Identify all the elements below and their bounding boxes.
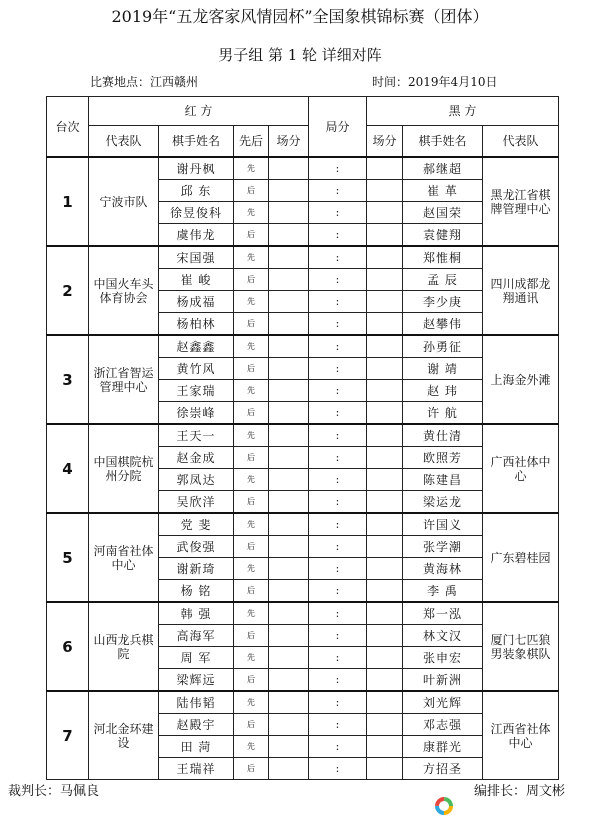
black-player-name: 欧照芳: [403, 447, 483, 469]
game-score-cell: :: [309, 335, 367, 358]
red-player-name: 崔 峻: [159, 269, 234, 291]
red-order-mark: 后: [234, 758, 269, 780]
red-score-cell: [269, 358, 309, 380]
venue-label: 比赛地点：: [90, 75, 151, 89]
referee-label: 裁判长：: [8, 784, 61, 799]
red-score-cell: [269, 491, 309, 514]
black-team-name: 广西社体中心: [483, 424, 559, 513]
red-player-name: 邱 东: [159, 180, 234, 202]
pairing-table: [46, 96, 559, 780]
black-player-name: 张学潮: [403, 536, 483, 558]
game-score-cell: :: [309, 469, 367, 491]
red-score-cell: [269, 202, 309, 224]
game-score-cell: :: [309, 736, 367, 758]
red-score-cell: [269, 313, 309, 336]
red-order-mark: 后: [234, 580, 269, 603]
black-score-cell: [367, 580, 403, 603]
red-order-mark: 后: [234, 224, 269, 247]
game-score-cell: :: [309, 714, 367, 736]
header-black: 黑 方: [367, 97, 559, 126]
black-player-name: 谢 靖: [403, 358, 483, 380]
red-player-name: 田 菏: [159, 736, 234, 758]
red-order-mark: 先: [234, 380, 269, 402]
black-score-cell: [367, 558, 403, 580]
black-team-name: 广东碧桂园: [483, 513, 559, 602]
game-score-cell: :: [309, 224, 367, 247]
black-player-name: 林文汉: [403, 625, 483, 647]
game-score-cell: :: [309, 580, 367, 603]
date-value: 2019年4月10日: [408, 75, 498, 89]
venue-value: 江西赣州: [150, 75, 199, 89]
black-player-name: 黄仕清: [403, 424, 483, 447]
red-player-name: 虞伟龙: [159, 224, 234, 247]
black-score-cell: [367, 224, 403, 247]
scheduler-name: 周文彬: [526, 784, 566, 799]
black-score-cell: [367, 313, 403, 336]
red-player-name: 谢新琦: [159, 558, 234, 580]
black-score-cell: [367, 246, 403, 269]
black-team-name: 四川成都龙翔通讯: [483, 246, 559, 335]
red-player-name: 赵鑫鑫: [159, 335, 234, 358]
red-score-cell: [269, 269, 309, 291]
game-score-cell: :: [309, 180, 367, 202]
header-red: 红 方: [89, 97, 309, 126]
red-player-name: 宋国强: [159, 246, 234, 269]
black-player-name: 康群光: [403, 736, 483, 758]
black-player-name: 黄海林: [403, 558, 483, 580]
red-order-mark: 后: [234, 313, 269, 336]
black-score-cell: [367, 491, 403, 514]
red-player-name: 党 斐: [159, 513, 234, 536]
black-score-cell: [367, 669, 403, 692]
game-score-cell: :: [309, 402, 367, 425]
red-score-cell: [269, 625, 309, 647]
red-score-cell: [269, 402, 309, 425]
red-order-mark: 后: [234, 447, 269, 469]
red-order-mark: 后: [234, 491, 269, 514]
red-score-cell: [269, 513, 309, 536]
game-score-cell: :: [309, 513, 367, 536]
game-score-cell: :: [309, 558, 367, 580]
red-order-mark: 后: [234, 625, 269, 647]
black-player-name: 许国义: [403, 513, 483, 536]
red-team-name: 中国棋院杭州分院: [89, 424, 159, 513]
red-player-name: 徐崇峰: [159, 402, 234, 425]
red-order-mark: 先: [234, 513, 269, 536]
black-team-name: 黑龙江省棋牌管理中心: [483, 157, 559, 246]
black-score-cell: [367, 536, 403, 558]
black-score-cell: [367, 291, 403, 313]
black-score-cell: [367, 157, 403, 180]
black-score-cell: [367, 269, 403, 291]
red-order-mark: 先: [234, 558, 269, 580]
black-player-name: 叶新洲: [403, 669, 483, 692]
red-team-name: 中国火车头体育协会: [89, 246, 159, 335]
game-score-cell: :: [309, 269, 367, 291]
black-score-cell: [367, 736, 403, 758]
game-score-cell: :: [309, 691, 367, 714]
round-number: 3: [47, 335, 89, 424]
header-red-team: 代表队: [89, 126, 159, 158]
round-number: 6: [47, 602, 89, 691]
red-team-name: 浙江省智运管理中心: [89, 335, 159, 424]
red-score-cell: [269, 558, 309, 580]
black-score-cell: [367, 714, 403, 736]
red-score-cell: [269, 736, 309, 758]
game-score-cell: :: [309, 380, 367, 402]
black-player-name: 方招圣: [403, 758, 483, 780]
red-order-mark: 后: [234, 536, 269, 558]
black-score-cell: [367, 402, 403, 425]
game-score-cell: :: [309, 647, 367, 669]
red-player-name: 周 军: [159, 647, 234, 669]
black-player-name: 赵攀伟: [403, 313, 483, 336]
red-player-name: 徐昱俊科: [159, 202, 234, 224]
red-score-cell: [269, 224, 309, 247]
red-player-name: 赵金成: [159, 447, 234, 469]
red-order-mark: 后: [234, 669, 269, 692]
black-score-cell: [367, 380, 403, 402]
red-player-name: 黄竹风: [159, 358, 234, 380]
red-player-name: 赵殿宇: [159, 714, 234, 736]
black-score-cell: [367, 424, 403, 447]
red-order-mark: 先: [234, 691, 269, 714]
game-score-cell: :: [309, 157, 367, 180]
game-score-cell: :: [309, 291, 367, 313]
page-subtitle: 男子组 第 1 轮 详细对阵: [218, 46, 382, 64]
black-score-cell: [367, 180, 403, 202]
round-number: 1: [47, 157, 89, 246]
red-score-cell: [269, 447, 309, 469]
red-order-mark: 先: [234, 736, 269, 758]
game-score-cell: :: [309, 358, 367, 380]
red-score-cell: [269, 246, 309, 269]
red-player-name: 杨成福: [159, 291, 234, 313]
red-order-mark: 先: [234, 246, 269, 269]
header-ju-fen: 局分: [309, 97, 367, 158]
round-number: 4: [47, 424, 89, 513]
scheduler-info: [474, 780, 565, 799]
black-player-name: 郑一泓: [403, 602, 483, 625]
red-order-mark: 后: [234, 269, 269, 291]
red-order-mark: 先: [234, 602, 269, 625]
header-black-score: 场分: [367, 126, 403, 158]
header-red-player: 棋手姓名: [159, 126, 234, 158]
black-score-cell: [367, 691, 403, 714]
ring-logo-icon: [434, 796, 454, 816]
game-score-cell: :: [309, 447, 367, 469]
red-order-mark: 先: [234, 424, 269, 447]
game-score-cell: :: [309, 424, 367, 447]
time-label: 时间：: [372, 75, 409, 89]
round-number: 5: [47, 513, 89, 602]
red-score-cell: [269, 180, 309, 202]
referee-info: [8, 780, 99, 799]
black-team-name: 江西省社体中心: [483, 691, 559, 780]
black-player-name: 邓志强: [403, 714, 483, 736]
red-score-cell: [269, 691, 309, 714]
black-player-name: 赵 玮: [403, 380, 483, 402]
red-player-name: 杨柏林: [159, 313, 234, 336]
black-score-cell: [367, 447, 403, 469]
table-row: [47, 602, 559, 625]
red-score-cell: [269, 291, 309, 313]
game-score-cell: :: [309, 246, 367, 269]
round-number: 2: [47, 246, 89, 335]
black-player-name: 郑惟桐: [403, 246, 483, 269]
red-score-cell: [269, 380, 309, 402]
red-player-name: 谢丹枫: [159, 157, 234, 180]
red-score-cell: [269, 580, 309, 603]
black-player-name: 李少庚: [403, 291, 483, 313]
red-player-name: 韩 强: [159, 602, 234, 625]
black-player-name: 郝继超: [403, 157, 483, 180]
red-order-mark: 先: [234, 335, 269, 358]
header-black-player: 棋手姓名: [403, 126, 483, 158]
red-team-name: 宁波市队: [89, 157, 159, 246]
red-player-name: 吴欣洋: [159, 491, 234, 514]
black-player-name: 刘光辉: [403, 691, 483, 714]
black-score-cell: [367, 513, 403, 536]
header-order: 先后: [234, 126, 269, 158]
red-player-name: 王瑞祥: [159, 758, 234, 780]
game-score-cell: :: [309, 758, 367, 780]
red-player-name: 王天一: [159, 424, 234, 447]
black-score-cell: [367, 625, 403, 647]
table-row: [47, 246, 559, 269]
black-team-name: 厦门七匹狼男装象棋队: [483, 602, 559, 691]
black-score-cell: [367, 758, 403, 780]
black-player-name: 梁运龙: [403, 491, 483, 514]
black-team-name: 上海金外滩: [483, 335, 559, 424]
black-score-cell: [367, 602, 403, 625]
table-row: [47, 513, 559, 536]
game-score-cell: :: [309, 313, 367, 336]
table-row: [47, 424, 559, 447]
header-red-score: 场分: [269, 126, 309, 158]
red-score-cell: [269, 669, 309, 692]
page-title: 2019年“五龙客家风情园杯”全国象棋锦标赛（团体）: [111, 7, 489, 26]
red-order-mark: 先: [234, 157, 269, 180]
red-team-name: 山西龙兵棋院: [89, 602, 159, 691]
black-player-name: 赵国荣: [403, 202, 483, 224]
table-row: [47, 157, 559, 180]
red-score-cell: [269, 602, 309, 625]
game-score-cell: :: [309, 536, 367, 558]
black-player-name: 孙勇征: [403, 335, 483, 358]
date-info: [372, 73, 497, 90]
red-order-mark: 先: [234, 469, 269, 491]
black-player-name: 崔 革: [403, 180, 483, 202]
red-order-mark: 先: [234, 647, 269, 669]
black-player-name: 孟 辰: [403, 269, 483, 291]
red-order-mark: 后: [234, 180, 269, 202]
game-score-cell: :: [309, 602, 367, 625]
red-player-name: 王家瑞: [159, 380, 234, 402]
header-round-no: 台次: [47, 97, 89, 158]
red-player-name: 高海军: [159, 625, 234, 647]
round-number: 7: [47, 691, 89, 780]
black-player-name: 陈建昌: [403, 469, 483, 491]
game-score-cell: :: [309, 625, 367, 647]
game-score-cell: :: [309, 669, 367, 692]
red-score-cell: [269, 714, 309, 736]
header-black-team: 代表队: [483, 126, 559, 158]
red-score-cell: [269, 647, 309, 669]
red-score-cell: [269, 758, 309, 780]
scheduler-label: 编排长：: [474, 784, 527, 799]
red-order-mark: 后: [234, 402, 269, 425]
black-player-name: 许 航: [403, 402, 483, 425]
red-score-cell: [269, 335, 309, 358]
table-row: [47, 691, 559, 714]
black-score-cell: [367, 469, 403, 491]
black-score-cell: [367, 647, 403, 669]
red-order-mark: 后: [234, 714, 269, 736]
black-player-name: 张申宏: [403, 647, 483, 669]
table-row: [47, 335, 559, 358]
game-score-cell: :: [309, 491, 367, 514]
red-score-cell: [269, 424, 309, 447]
black-player-name: 李 禹: [403, 580, 483, 603]
red-player-name: 陆伟韬: [159, 691, 234, 714]
black-player-name: 袁健翔: [403, 224, 483, 247]
referee-name: 马佩良: [60, 784, 100, 799]
red-order-mark: 先: [234, 202, 269, 224]
red-player-name: 杨 铭: [159, 580, 234, 603]
game-score-cell: :: [309, 202, 367, 224]
venue-info: [90, 73, 198, 90]
black-score-cell: [367, 335, 403, 358]
red-player-name: 郭凤达: [159, 469, 234, 491]
red-score-cell: [269, 157, 309, 180]
red-score-cell: [269, 536, 309, 558]
red-score-cell: [269, 469, 309, 491]
red-team-name: 河北金环建设: [89, 691, 159, 780]
red-order-mark: 后: [234, 358, 269, 380]
red-order-mark: 先: [234, 291, 269, 313]
red-player-name: 梁辉远: [159, 669, 234, 692]
red-player-name: 武俊强: [159, 536, 234, 558]
black-score-cell: [367, 202, 403, 224]
red-team-name: 河南省社体中心: [89, 513, 159, 602]
black-score-cell: [367, 358, 403, 380]
